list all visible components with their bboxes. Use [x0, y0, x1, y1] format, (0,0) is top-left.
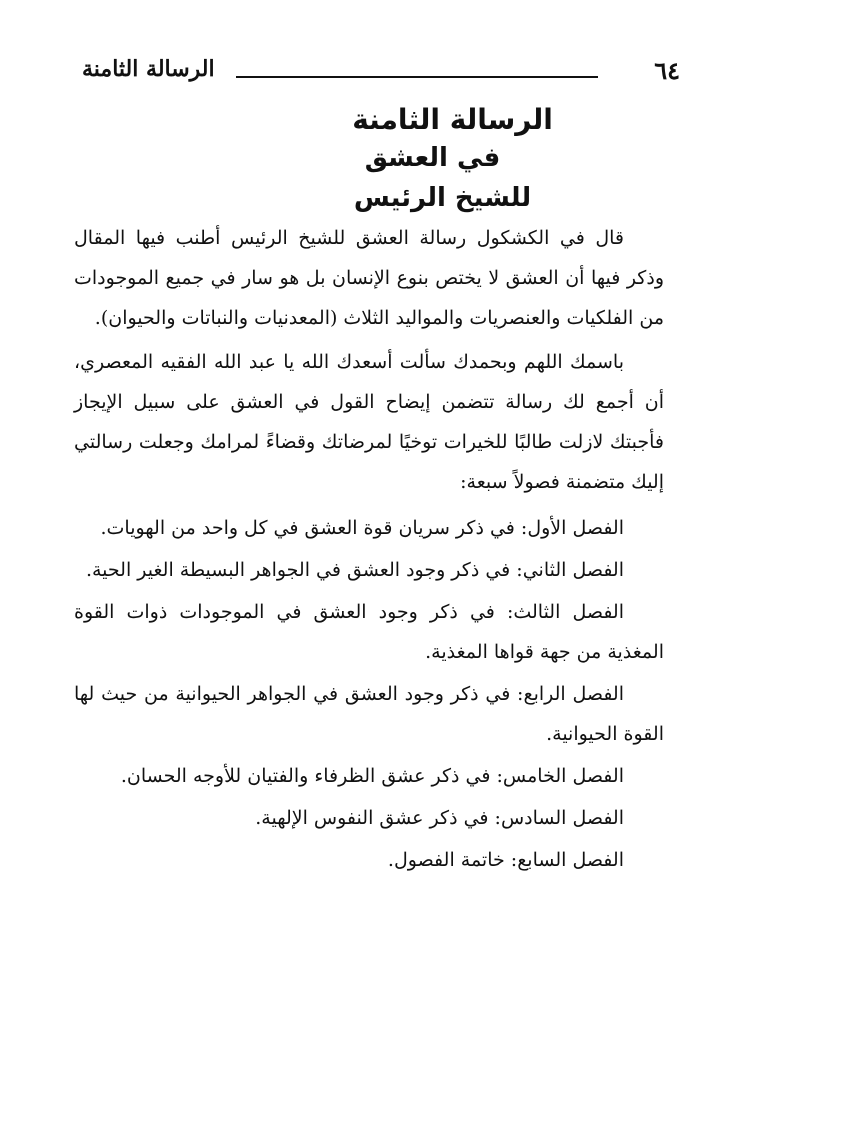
chapter-item-4: الفصل الرابع: في ذكر وجود العشق في الجواهر الحيوانية من حيث لها القوة الحيوانية. [74, 683, 664, 745]
chapter-item-5: الفصل الخامس: في ذكر عشق الظرفاء والفتيان للأوجه الحسان. [120, 765, 624, 787]
header-rule [236, 76, 598, 78]
running-header [70, 56, 690, 96]
body-text [74, 218, 664, 882]
paragraph-opening: باسمك اللهم وبحمدك سألت أسعدك الله يا عبد الله الفقيه المعصري، أن أجمع لك رسالة تتضمن إيضاح القول في العشق على سبيل الإيجاز فأجبتك لازلت طالبًا للخيرات توخيًا لمرضاتك وقضاءً لمرامك وجعلت رسالتي إليك متضمنة فصولاً سبعة: [74, 351, 664, 493]
chapter-title: الرسالة الثامنة [352, 103, 553, 136]
chapter-item-6: الفصل السادس: في ذكر عشق النفوس الإلهية. [255, 807, 624, 829]
chapter-item-1: الفصل الأول: في ذكر سريان قوة العشق في كل واحد من الهويات. [100, 517, 624, 539]
chapter-list [74, 508, 664, 880]
page-number: ٦٤ [654, 56, 680, 85]
running-title: الرسالة الثامنة [82, 56, 215, 82]
chapter-item-3: الفصل الثالث: في ذكر وجود العشق في الموجودات ذوات القوة المغذية من جهة قواها المغذية. [74, 601, 664, 663]
chapter-author: للشيخ الرئيس [353, 183, 532, 213]
chapter-item-7: الفصل السابع: خاتمة الفصول. [387, 849, 624, 871]
chapter-item-2: الفصل الثاني: في ذكر وجود العشق في الجواهر البسيطة الغير الحية. [85, 559, 624, 581]
chapter-subtitle: في العشق [364, 143, 501, 173]
paragraph-intro: قال في الكشكول رسالة العشق للشيخ الرئيس أطنب فيها المقال وذكر فيها أن العشق لا يختص بنوع الإنسان بل هو سار في جميع الموجودات من الفلكيات والعنصريات والمواليد الثلاث (المعدنيات والنباتات والحيوان). [74, 227, 664, 329]
